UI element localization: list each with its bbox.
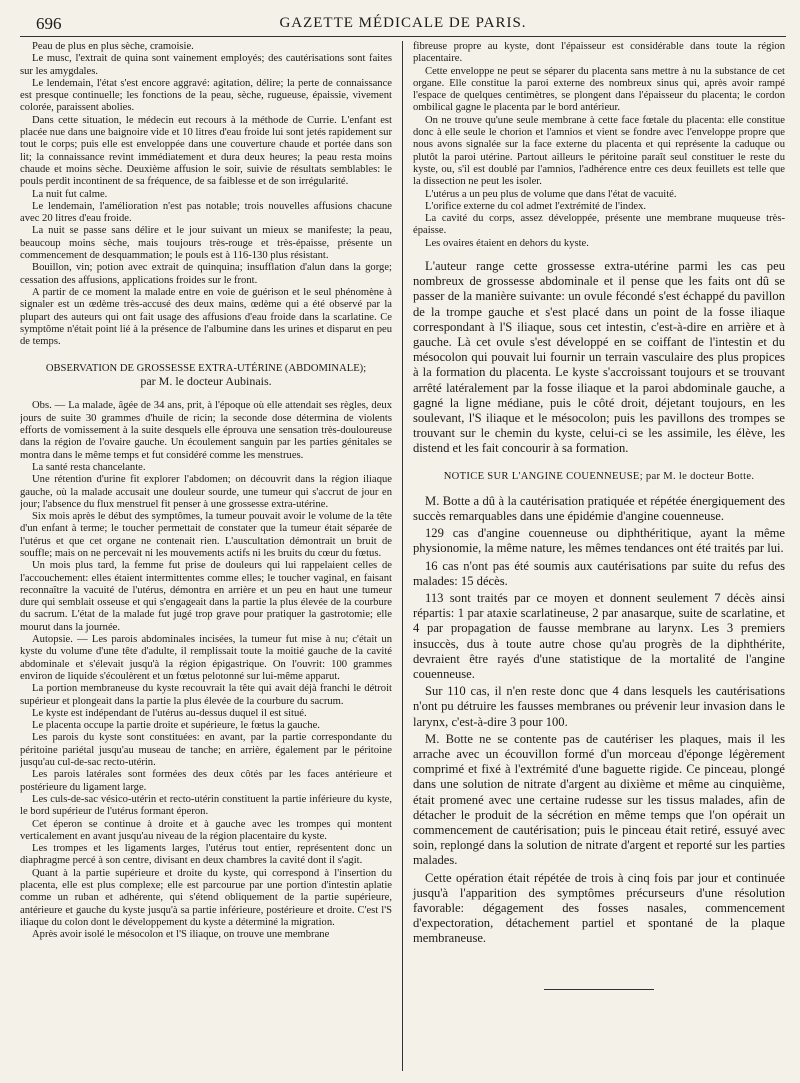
paragraph: Cet éperon se continue à droite et à gauche avec les trompes qui montent verticalement en avant jusqu'au niveau de la région placentaire du kyste. bbox=[20, 818, 392, 842]
paragraph: Cette enveloppe ne peut se séparer du placenta sans mettre à nu la substance de cet organe. Elle constitue la paroi externe des nombreux sinus qui, après avoir rampé l'espace de quelques centimètres, se plongent dans l'épaisseur du placenta; le cordon ombilical gagne le placenta par le bord antérieur. bbox=[413, 65, 785, 114]
paragraph: Bouillon, vin; potion avec extrait de quinquina; insufflation d'alun dans la gorge; cessation des affusions, applications froides sur le front. bbox=[20, 262, 392, 286]
journal-title: GAZETTE MÉDICALE DE PARIS. bbox=[279, 15, 527, 31]
paragraph: Les ovaires étaient en dehors du kyste. bbox=[425, 237, 589, 249]
paragraph: M. Botte ne se contente pas de cautériser les plaques, mais il les arrache avec un écouvillon formé d'un morceau d'éponge légèrement comprimé et fixé à l'extrémité d'une baguette rigide. Ce pinceau, plongé dans une solution de nitrate d'argent au dixième et même au cinquième, était promené avec une certaine rudesse sur les tissus malades, afin de détacher le produit de la sécrétion en même temps que l'on opérait un commencement de cautérisation; puis le pinceau était retiré, essuyé avec soin, replongé dans la solution de nitrate d'argent et reporté sur les parties malades. bbox=[413, 731, 785, 868]
section-spacer bbox=[413, 250, 785, 259]
paragraph: fibreuse propre au kyste, dont l'épaisseur est considérable dans toute la région placentaire. bbox=[413, 41, 785, 65]
paragraph: Cette opération était répétée de trois à cinq fois par jour et continuée jusqu'à l'apparition des symptômes précurseurs d'une résolution favorable: dégagement des fosses nasales, commencement d'expectoration, détachement partiel et spontané de la plaque membraneuse. bbox=[413, 870, 785, 946]
paragraph: Les parois latérales sont formées des deux côtés par les faces antérieure et postérieure du ligament large. bbox=[20, 769, 392, 793]
paragraph: La santé resta chancelante. bbox=[32, 461, 146, 473]
paragraph: 113 sont traités par ce moyen et donnent seulement 7 décès ainsi répartis: 1 par ataxie scarlatineuse, 2 par anasarque, suite de scarlatine, et 4 par propagation de fausse membrane au larynx. Les 3 premiers insuccès, dus à toute autre chose qu'au progrès de la diphthérite, devraient être rayés d'une statistique de la mortalité de l'angine couenneuse. bbox=[413, 590, 785, 681]
paragraph: L'auteur range cette grossesse extra-utérine parmi les cas peu nombreux de grossesse abdominale et il pense que les faits ont dû se passer de la manière suivante: un ovule fécondé s'est échappé du pavillon de la trompe gauche et s'est placé dans un point de la fosse iliaque correspondant à l'S iliaque, sous cet intestin, c'est-à-dire en arrière et à gauche. Là cet ovule s'est développé en se coiffant de l'intestin et du mésocolon qui pouvait lui fournir un terrain vasculaire des plus propices à la formation du placenta. Le kyste s'accroissant toujours et se trouvant arrêté latéralement par la fosse iliaque et la paroi abdominale gauche, a gagné la ligne médiane, puis le côté droit, déjetant toujours, en les soulevant, l'S iliaque et le mésocolon; puis les pavillons des trompes se trouvant sur le chemin du kyste, celui-ci se les assimile, les élève, les distend et les fait concourir à sa formation. bbox=[413, 259, 785, 456]
paragraph: Après avoir isolé le mésocolon et l'S iliaque, on trouve une membrane bbox=[32, 929, 330, 941]
text-columns bbox=[20, 41, 786, 1071]
paragraph: M. Botte a dû à la cautérisation pratiquée et répétée énergiquement des succès remarquables dans une épidémie d'angine couenneuse. bbox=[413, 493, 785, 523]
paragraph: 16 cas n'ont pas été soumis aux cautérisations par suite du refus des malades: 15 décès. bbox=[413, 558, 785, 588]
paragraph: Peau de plus en plus sèche, cramoisie. bbox=[32, 41, 194, 52]
paragraph: Autopsie. — Les parois abdominales incisées, la tumeur fut mise à nu; c'était un kyste du volume d'une tête d'adulte, il remplissait toute la moitié gauche de la cavité abdominale et s'élevait jusqu'à la région épigastrique. On l'ouvrit: 100 grammes environ de liquide s'écoulèrent et un fœtus pelotonné sur lui-même apparut. bbox=[20, 634, 392, 682]
paragraph: Sur 110 cas, il n'en reste donc que 4 dans lesquels les cautérisations n'ont pu détruire les fausses membranes ou prévenir leur invasion dans le larynx, c'est-à-dire 3 pour 100. bbox=[413, 684, 785, 729]
left-column bbox=[20, 41, 403, 1071]
paragraph: Les trompes et les ligaments larges, l'utérus tout entier, représentent donc un diaphragme percé à son centre, divisant en deux chambres la cavité dont il s'agit. bbox=[20, 843, 392, 867]
page-number: 696 bbox=[36, 14, 62, 33]
paragraph: Le kyste est indépendant de l'utérus au-dessus duquel il est situé. bbox=[32, 707, 307, 719]
continued-case-text bbox=[20, 41, 392, 348]
paragraph: L'utérus a un peu plus de volume que dans l'état de vacuité. bbox=[425, 188, 677, 200]
end-rule bbox=[544, 989, 654, 990]
paragraph: Le lendemain, l'amélioration n'est pas notable; trois nouvelles affusions chacune avec 20 litres d'eau froide. bbox=[20, 200, 392, 225]
paragraph: Six mois après le début des symptômes, la tumeur pouvait avoir le volume de la tête d'un enfant à terme; le toucher permettait de constater que la tumeur était séparée de l'utérus et que cet organe ne contenait rien. L'auscultation démontrait un bruit de souffle; mais on ne percevait ni les mouvements actifs ni les bruits du cœur du fœtus. bbox=[20, 511, 392, 559]
article-author: par M. le docteur Aubinais. bbox=[140, 374, 272, 389]
paragraph: La nuit fut calme. bbox=[32, 188, 108, 200]
paragraph: A partir de ce moment la malade entre en voie de guérison et le seul phénomène à signaler est un œdème très-accusé des deux mains, œdème qui a été observé par la plupart des auteurs qui ont fait usage des affusions d'eau froide dans la scarlatine. Ce symptôme n'était point lié à la présence de l'albumine dans les urines et disparut en peu de temps. bbox=[20, 286, 392, 348]
article-body-continued bbox=[413, 41, 785, 250]
page-header bbox=[20, 14, 786, 37]
right-column bbox=[403, 41, 785, 1071]
article-title: OBSERVATION DE GROSSESSE EXTRA-UTÉRINE (ABDOMINALE); bbox=[45, 363, 367, 375]
paragraph: La portion membraneuse du kyste recouvrait la tête qui avait déjà franchi le détroit supérieur et plongeait dans la partie la plus élevée de la courbure du sacrum. bbox=[20, 683, 392, 707]
paragraph: L'orifice externe du col admet l'extrémité de l'index. bbox=[425, 200, 647, 212]
paragraph: Les parois du kyste sont constituées: en avant, par la partie correspondante du péritoine pariétal jusqu'au museau de tanche; en arrière, également par le péritoine jusqu'au cul-de-sac recto-utérin. bbox=[20, 732, 392, 769]
paragraph: Une rétention d'urine fit explorer l'abdomen; on découvrit dans la région iliaque gauche, où la malade accusait une douleur sourde, une tumeur qui s'accrut de jour en jour; l'absence du flux menstruel fit penser à une grossesse extra-utérine. bbox=[20, 474, 392, 510]
paragraph: 129 cas d'angine couenneuse ou diphthéritique, ayant la même physionomie, la même nature, les mêmes tendances ont été traités par lui. bbox=[413, 526, 785, 556]
paragraph: On ne trouve qu'une seule membrane à cette face fœtale du placenta: elle constitue donc à elle seule le chorion et l'amnios et vient se fondre avec l'enveloppe propre que nous avons signalée sur la face externe du placenta et qui représente la caduque ou plutôt la paroi utérine. Partout ailleurs le péritoine paraît seul constituer le reste du kyste, ou, s'il est doublé par l'amnios, l'adhérence entre ces deux feuillets est telle que la dissection ne peut les isoler. bbox=[413, 114, 785, 188]
article-heading bbox=[20, 362, 392, 388]
paragraph: Obs. — La malade, âgée de 34 ans, prit, à l'époque où elle attendait ses règles, deux jours de suite 30 grammes d'huile de ricin; la seconde dose détermina de violents efforts de vomissement à la suite desquels elle éprouva une sensation très-douloureuse dans la région de l'ovaire gauche. Un écoulement sanguin par les parties génitales se montra dans le même temps et fut considéré comme les menstrues. bbox=[20, 400, 392, 461]
paragraph: Un mois plus tard, la femme fut prise de douleurs qui lui rappelaient celles de l'accouchement: elles étaient intermittentes comme elles; le toucher vaginal, en faisant reconnaître la vacuité de l'utérus, démontra en arrière et un peu en haut une tumeur dure qui semblait osseuse et qui s'engageait dans la partie la plus élevée de la courbure du sacrum. L'état de la malade fut jugé trop grave pour pratiquer la gastrotomie; elle mourut dans la journée. bbox=[20, 560, 392, 633]
paragraph: Quant à la partie supérieure et droite du kyste, qui correspond à l'insertion du placenta, elle est plus complexe; elle est parcourue par une portion d'intestin aplatie comme un ruban et adhérente, qui s'étend obliquement de la partie supérieure, antérieure et gauche du kyste jusqu'à sa partie inférieure, postérieure et droite. C'est l'S iliaque du colon dont le développement du kyste a déterminé la migration. bbox=[20, 867, 392, 928]
paragraph: Le placenta occupe la partie droite et supérieure, le fœtus la gauche. bbox=[32, 720, 320, 732]
paragraph: Le lendemain, l'état s'est encore aggravé: agitation, délire; la perte de connaissance est presque continuelle; les fonctions de la peau, sèche, rugueuse, épaissie, vivement colorée, paraissent abolies. bbox=[20, 77, 392, 114]
article-body bbox=[20, 400, 392, 941]
notice-title: NOTICE SUR L'ANGINE COUENNEUSE; par M. le docteur Botte. bbox=[443, 470, 755, 482]
paragraph: Les culs-de-sac vésico-utérin et recto-utérin constituent la partie inférieure du kyste, le bord supérieur de l'utérus formant éperon. bbox=[20, 793, 392, 818]
notice-body bbox=[413, 494, 785, 947]
author-commentary bbox=[413, 259, 785, 457]
paragraph: Dans cette situation, le médecin eut recours à la méthode de Currie. L'enfant est placée nue dans une baignoire vide et 10 litres d'eau froide lui sont jetés rapidement sur tout le corps; puis elle est enveloppée dans une couverture chaude et portée dans son lit; la connaissance revint immédiatement et dura deux heures; la peau resta moins chaude et moins sèche. Deuxième affusion le soir, suivie de résultats semblables: le pouls perdit incontinent de sa fréquence, de sa faiblesse et de son irrégularité. bbox=[20, 114, 392, 188]
paragraph: La cavité du corps, assez développée, présente une membrane muqueuse très-épaisse. bbox=[413, 213, 785, 237]
paragraph: La nuit se passe sans délire et le jour suivant un mieux se manifeste; la peau, beaucoup moins sèche, mais toujours très-rouge et très-épaisse, présente un commencement de desquammation; le pouls est à 116-130 plus résistant. bbox=[20, 225, 392, 262]
paragraph: Le musc, l'extrait de quina sont vainement employés; des cautérisations sont faites sur les amygdales. bbox=[20, 53, 392, 77]
